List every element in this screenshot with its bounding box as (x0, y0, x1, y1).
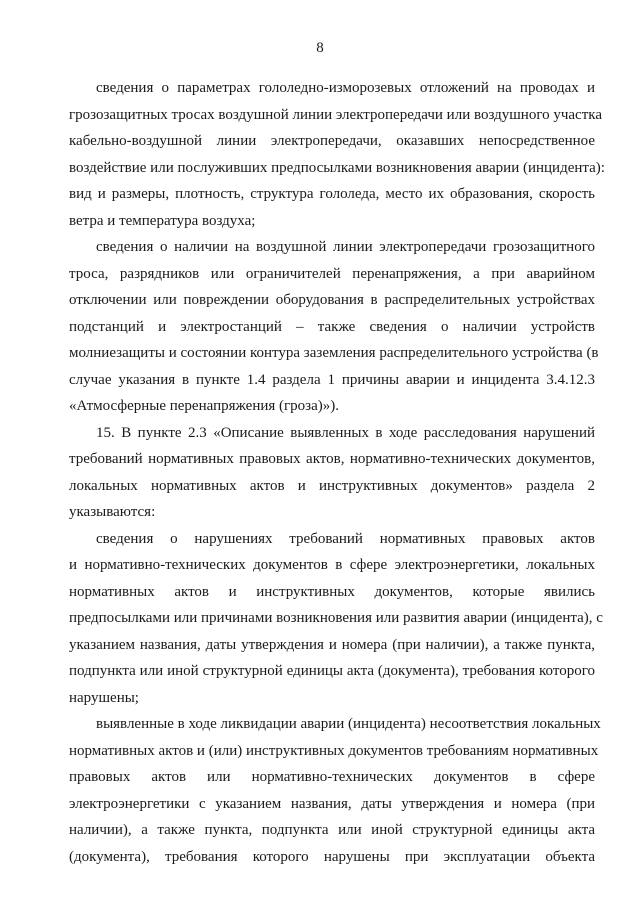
text-line: подстанций и электростанций – также сведения о наличии устройств (69, 319, 595, 335)
text-line: вид и размеры, плотность, структура гололеда, место их образования, скорость (69, 186, 595, 202)
text-line: предпосылками или причинами возникновения или развития аварии (инцидента), с (69, 610, 603, 626)
text-line: нарушены; (69, 690, 139, 706)
text-line: правовых актов или нормативно-технических документов в сфере (69, 769, 595, 785)
text-line: подпункта или иной структурной единицы акта (документа), требования которого (69, 663, 595, 679)
text-line: и нормативно-технических документов в сфере электроэнергетики, локальных (69, 557, 595, 573)
text-line: локальных нормативных актов и инструктивных документов» раздела 2 (69, 478, 595, 494)
text-line: случае указания в пункте 1.4 раздела 1 причины аварии и инцидента 3.4.12.3 (69, 372, 595, 388)
text-line: сведения о наличии на воздушной линии электропередачи грозозащитного (96, 239, 595, 255)
text-line: «Атмосферные перенапряжения (гроза)»). (69, 398, 339, 414)
text-line: нормативных актов и инструктивных документов, которые явились (69, 584, 595, 600)
text-line: кабельно-воздушной линии электропередачи, оказавших непосредственное (69, 133, 595, 149)
text-line: нормативных актов и (или) инструктивных документов требованиям нормативных (69, 743, 599, 759)
text-line: воздействие или послуживших предпосылками возникновения аварии (инцидента): (69, 160, 605, 176)
text-line: указанием названия, даты утверждения и номера (при наличии), а также пункта, (69, 637, 595, 653)
text-line: 15. В пункте 2.3 «Описание выявленных в ходе расследования нарушений (96, 425, 595, 441)
text-line: грозозащитных тросах воздушной линии электропередачи или воздушного участка (69, 107, 602, 123)
text-line: электроэнергетики с указанием названия, даты утверждения и номера (при (69, 796, 595, 812)
page-number: 8 (316, 40, 324, 56)
text-line: сведения о нарушениях требований нормативных правовых актов (96, 531, 595, 547)
text-line: отключении или повреждении оборудования в распределительных устройствах (69, 292, 595, 308)
text-line: наличии), а также пункта, подпункта или иной структурной единицы акта (69, 822, 595, 838)
text-line: требований нормативных правовых актов, нормативно-технических документов, (69, 451, 595, 467)
text-line: сведения о параметрах гололедно-изморозевых отложений на проводах и (96, 80, 595, 96)
text-line: троса, разрядников или ограничителей перенапряжения, а при аварийном (69, 266, 595, 282)
text-line: указываются: (69, 504, 156, 520)
text-line: выявленные в ходе ликвидации аварии (инцидента) несоответствия локальных (96, 716, 601, 732)
text-line: (документа), требования которого нарушены при эксплуатации объекта (69, 849, 595, 865)
text-line: ветра и температура воздуха; (69, 213, 256, 229)
text-line: молниезащиты и состоянии контура заземления распределительного устройства (в (69, 345, 599, 361)
